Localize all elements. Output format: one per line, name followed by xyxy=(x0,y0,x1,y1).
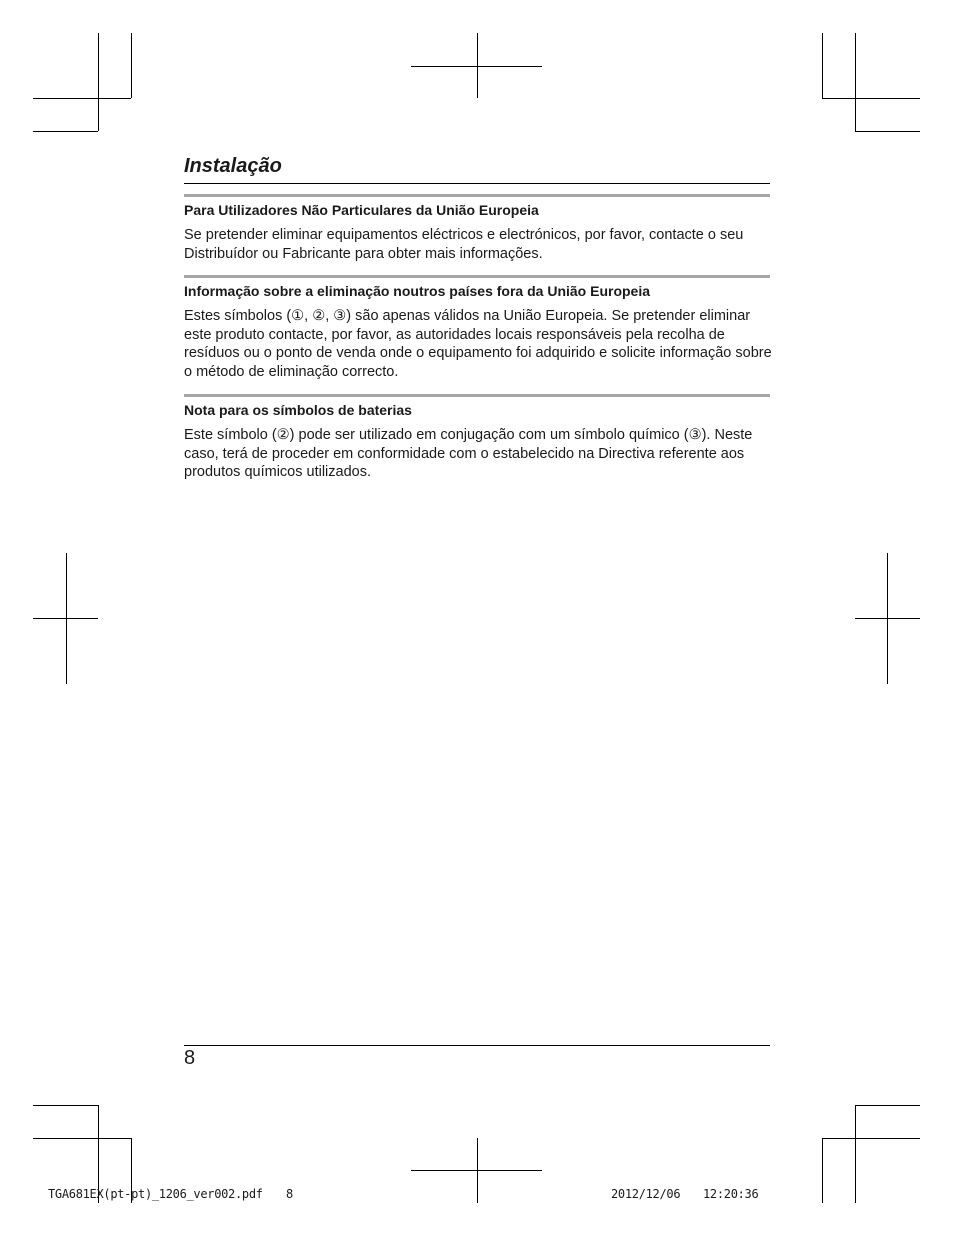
section-body: Se pretender eliminar equipamentos eléctricos e electrónicos, por favor, contacte o seu Distribuídor ou Fabricante para obter mais informações. xyxy=(184,227,744,262)
section-divider xyxy=(184,194,770,197)
section-heading: Para Utilizadores Não Particulares da União Europeia xyxy=(184,202,539,218)
page-number: 8 xyxy=(184,1047,196,1069)
print-date: 2012/12/06 xyxy=(611,1187,681,1201)
footer-divider xyxy=(184,1045,770,1046)
print-time: 12:20:36 xyxy=(703,1187,759,1201)
title-divider xyxy=(184,183,770,184)
section-divider xyxy=(184,394,770,397)
section-body: Estes símbolos (①, ②, ③) são apenas válidos na União Europeia. Se pretender eliminar este produto contacte, por favor, as autoridades locais responsáveis pela recolha de resíduos ou o ponto de venda onde o equipamento foi adquirido e solicite informação sobre o método de eliminação correcto. xyxy=(184,308,772,380)
section-heading: Informação sobre a eliminação noutros países fora da União Europeia xyxy=(184,283,651,299)
section-heading: Nota para os símbolos de baterias xyxy=(184,402,412,418)
section-body: Este símbolo (②) pode ser utilizado em conjugação com um símbolo químico (③). Neste caso, terá de proceder em conformidade com o estabelecido na Directiva referente aos produtos químicos utilizados. xyxy=(184,427,753,481)
section-divider xyxy=(184,275,770,278)
print-sheet-number: 8 xyxy=(286,1187,293,1201)
print-filename: TGA681EX(pt-pt)_1206_ver002.pdf xyxy=(48,1187,263,1201)
page-title: Instalação xyxy=(184,155,282,177)
